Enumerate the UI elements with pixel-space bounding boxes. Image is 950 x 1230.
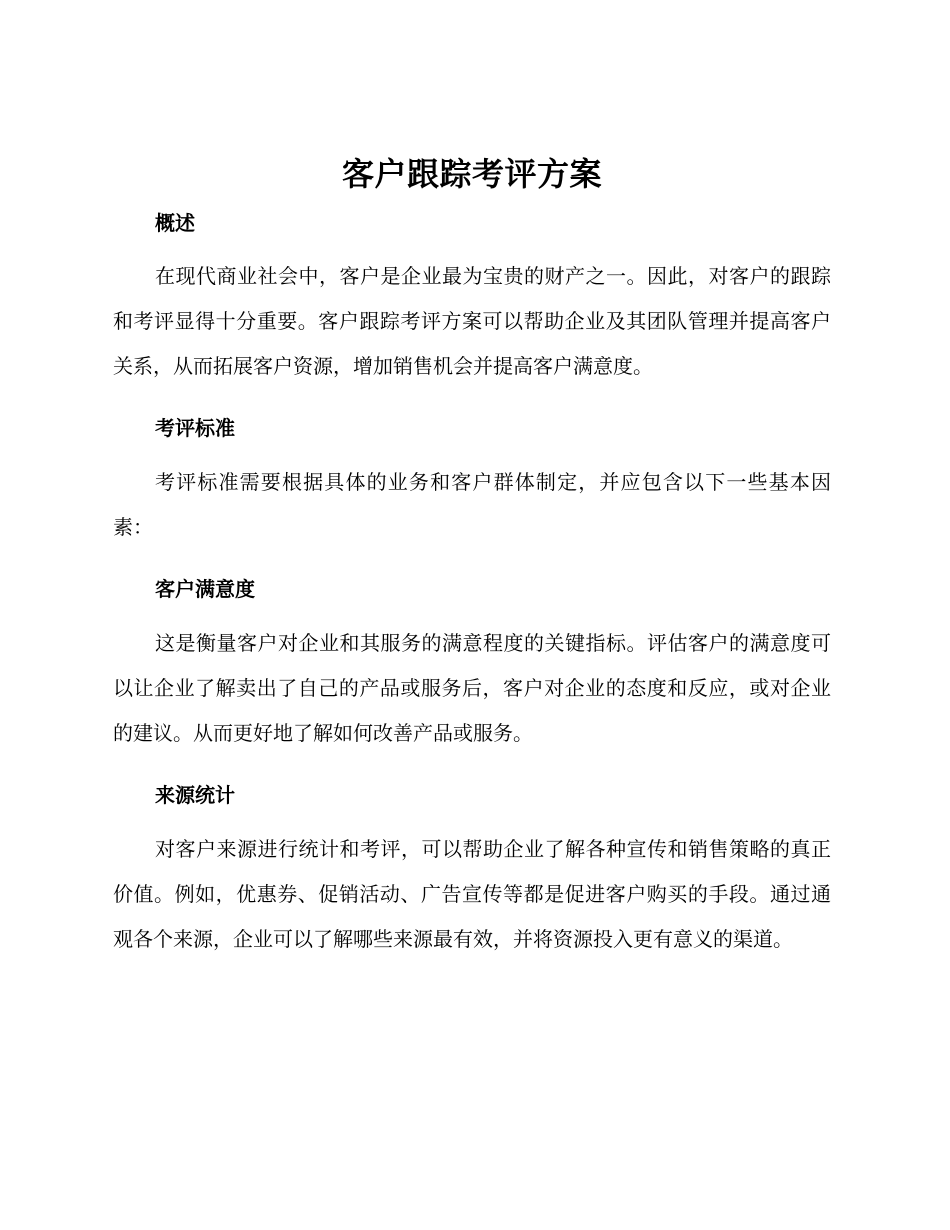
section-heading-overview: 概述	[155, 211, 195, 235]
document-title: 客户跟踪考评方案	[341, 155, 602, 193]
section-evaluation-criteria	[113, 413, 831, 550]
section-body-customer-satisfaction: 这是衡量客户对企业和其服务的满意程度的关键指标。评估客户的满意度可以让企业了解卖出了自己的产品或服务后，客户对企业的态度和反应，或对企业的建议。从而更好地了解如何改善产品或服务。	[113, 631, 831, 745]
section-overview	[113, 208, 831, 389]
section-body-overview: 在现代商业社会中，客户是企业最为宝贵的财产之一。因此，对客户的跟踪和考评显得十分重要。客户跟踪考评方案可以帮助企业及其团队管理并提高客户关系，从而拓展客户资源，增加销售机会并提高客户满意度。	[113, 264, 831, 378]
section-body-evaluation-criteria: 考评标准需要根据具体的业务和客户群体制定，并应包含以下一些基本因素：	[113, 470, 831, 539]
section-customer-satisfaction	[113, 574, 831, 756]
section-heading-customer-satisfaction: 客户满意度	[155, 577, 255, 601]
document-page	[113, 150, 831, 962]
section-source-statistics	[113, 780, 831, 962]
section-heading-source-statistics: 来源统计	[155, 783, 235, 807]
section-heading-evaluation-criteria: 考评标准	[155, 416, 235, 440]
section-body-source-statistics: 对客户来源进行统计和考评，可以帮助企业了解各种宣传和销售策略的真正价值。例如，优惠券、促销活动、广告宣传等都是促进客户购买的手段。通过通观各个来源，企业可以了解哪些来源最有效，并将资源投入更有意义的渠道。	[113, 837, 831, 951]
